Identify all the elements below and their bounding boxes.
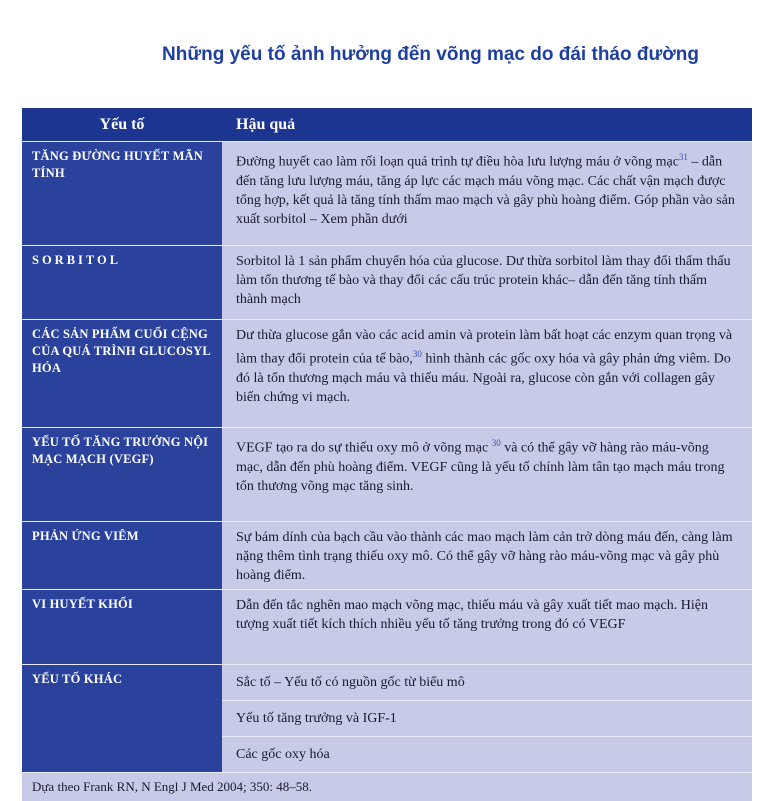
factor-cell: YẾU TỐ TĂNG TRƯỞNG NỘI MẠC MẠCH (VEGF) [22,428,222,521]
factor-cell: VI HUYẾT KHỐI [22,590,222,664]
consequence-cell [222,590,752,664]
consequence-text: – dẫn đến tăng lưu lượng máu, tăng áp lực các mạch máu võng mạc. Các chất vận mạch được tổng hợp, kết quả là tăng tính thấm mao mạch và gây phù hoàng điểm. Góp phần vào sản xuất sorbitol – Xem phần dưới [236,154,735,227]
header-consequence: Hậu quả [236,116,296,133]
factor-cell: TĂNG ĐƯỜNG HUYẾT MÃN TÍNH [22,142,222,245]
consequence-text: và có thể gây vỡ hàng rào máu-võng mạc, dẫn đến phù hoàng điểm. VEGF cũng là yếu tố chính làm tân tạo mạch máu trong tổn thương võng mạc tăng sinh. [236,440,725,494]
header-factor: Yếu tố [99,116,145,133]
factor-cell: YẾU TỐ KHÁC [22,665,222,772]
reference-number: 30 [491,438,501,448]
table-header [22,108,752,141]
table-row [22,245,752,319]
table-row [22,521,752,589]
table-row [22,589,752,664]
consequence-text: Dẫn đến tắc nghẽn mao mạch võng mạc, thiếu máu và gây xuất tiết mao mạch. Hiện tượng xuất tiết kích thích nhiều yếu tố tăng trưởng trong đó có VEGF [236,598,708,632]
consequence-text: hình thành các gốc oxy hóa và gây phản ứng viêm. Do đó là tổn thương mạch máu và thiếu máu. Ngoài ra, glucose còn gắn với collagen gây biến chứng vi mạch. [236,351,731,405]
table-row [22,664,752,772]
factor-cell: SORBITOL [22,246,222,319]
consequence-cell: Sắc tố – Yếu tố có nguồn gốc từ biểu mô [222,665,752,701]
consequence-text: Dư thừa glucose gắn vào các acid amin và protein làm bất hoạt các enzym quan trọng và làm thay đổi protein của tế bào, [236,328,733,367]
consequence-cell [222,246,752,319]
table-footnote: Dựa theo Frank RN, N Engl J Med 2004; 350: 48–58. [22,772,752,801]
table-row [22,141,752,245]
consequence-text: Đường huyết cao làm rối loạn quá trình tự điều hòa lưu lượng máu ở võng mạc [236,154,679,170]
table-row [22,319,752,427]
consequence-text: VEGF tạo ra do sự thiếu oxy mô ở võng mạc [236,440,492,456]
consequence-text: Sự bám dính của bạch cầu vào thành các mao mạch làm cản trở dòng máu đến, càng làm nặng thêm tình trạng thiếu oxy mô. Có thể gây vỡ hàng rào máu-võng mạc và gây phù hoàng điểm. [236,530,733,583]
reference-number: 30 [412,349,422,359]
table-row [22,427,752,521]
factor-cell: CÁC SẢN PHẨM CUỐI CỆNG CỦA QUÁ TRÌNH GLUCOSYL HÓA [22,320,222,427]
consequence-cell: Yếu tố tăng trưởng và IGF-1 [222,701,752,737]
consequence-cell [222,522,752,589]
factors-table [22,108,752,801]
consequence-cell [222,142,752,245]
consequence-cell [222,428,752,521]
consequence-text: Sorbitol là 1 sản phẩm chuyển hóa của glucose. Dư thừa sorbitol làm thay đổi thẩm thấu làm tổn thương tế bào và thay đổi các cấu trúc protein khác– dẫn đến tăng tính thấm thành mạch [236,254,731,307]
reference-number: 31 [678,152,688,162]
consequence-cell [222,320,752,427]
page-title: Những yếu tố ảnh hưởng đến võng mạc do đái tháo đường [162,44,699,65]
factor-cell: PHẢN ỨNG VIÊM [22,522,222,589]
consequence-cell: Các gốc oxy hóa [222,737,752,772]
consequence-sublist [222,665,752,772]
